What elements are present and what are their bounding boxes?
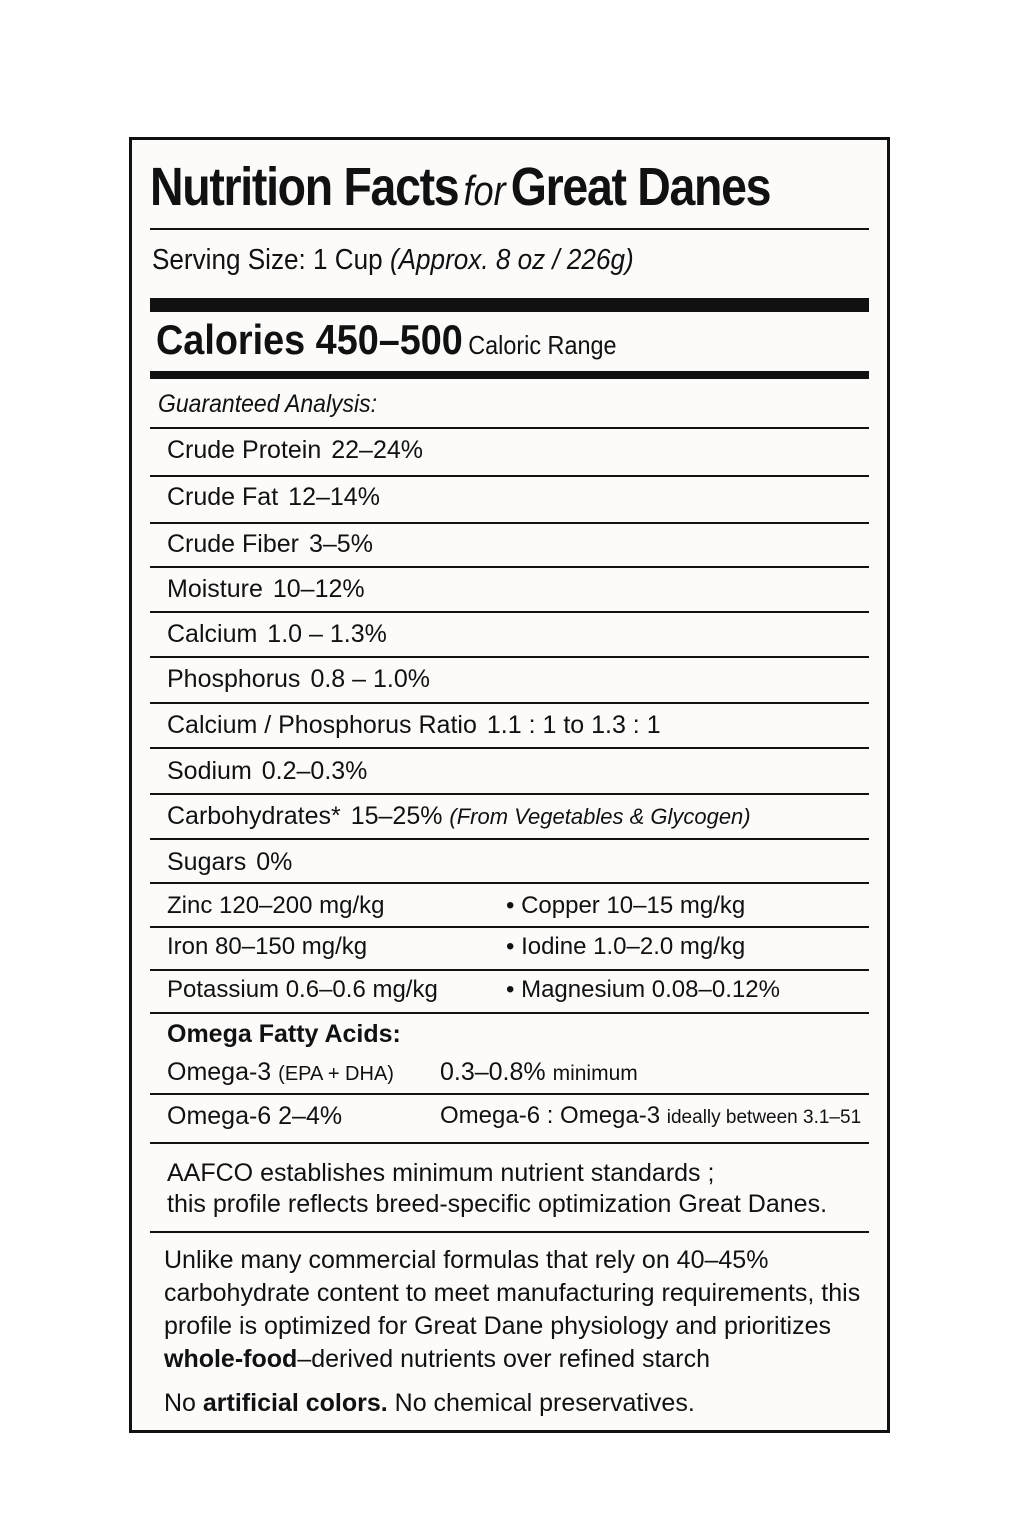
title-for: for	[463, 167, 506, 214]
no-artificial-note	[164, 1389, 695, 1418]
divider	[150, 747, 869, 749]
omega-ratio	[440, 1102, 861, 1130]
row-value: 15–25%	[350, 802, 443, 830]
row-crude-fat	[167, 483, 380, 512]
divider	[150, 611, 869, 613]
omega6: Omega-6 2–4%	[167, 1102, 343, 1130]
calories-value: Calories 450–500	[156, 316, 463, 363]
serving-approx: (Approx. 8 oz / 226g)	[389, 244, 634, 276]
row-note: (From Vegetables & Glycogen)	[449, 804, 751, 829]
aafco-line2: this profile reflects breed-specific optimization Great Danes.	[167, 1190, 828, 1218]
row-carbohydrates	[167, 802, 751, 831]
title-breed: Great Danes	[510, 157, 771, 217]
nutrition-label	[129, 137, 890, 1433]
row-moisture	[167, 575, 365, 604]
row-value: 12–14%	[288, 483, 380, 511]
divider	[150, 656, 869, 658]
divider	[150, 838, 869, 840]
omega-heading: Omega Fatty Acids:	[167, 1020, 401, 1048]
calories-range: Caloric Range	[468, 330, 617, 360]
row-value: 0.8 – 1.0%	[310, 665, 430, 693]
omega3-min: minimum	[552, 1062, 638, 1085]
divider	[150, 475, 869, 477]
formula-note	[164, 1244, 884, 1376]
row-name: Phosphorus	[167, 665, 301, 693]
formula-text-1: Unlike many commercial formulas that rely on 40–45% carbohydrate content to meet manufacturing requirements, this profile is optimized for Great Dane physiology and prioritizes	[164, 1246, 861, 1340]
omega3-name	[167, 1058, 394, 1087]
row-name: Calcium	[167, 620, 258, 648]
row-value: 0.2–0.3%	[261, 757, 368, 785]
aafco-line1: AAFCO establishes minimum nutrient standards ;	[167, 1159, 715, 1187]
row-name: Crude Protein	[167, 436, 322, 464]
title-main: Nutrition Facts	[150, 157, 459, 217]
omega-ratio-text: Omega-6 : Omega-3	[440, 1102, 661, 1129]
divider	[150, 702, 869, 704]
mineral-iron: Iron 80–150 mg/kg	[167, 933, 368, 960]
divider	[150, 793, 869, 795]
row-value: 1.1 : 1 to 1.3 : 1	[486, 711, 661, 739]
row-value: 22–24%	[331, 436, 423, 464]
no-artificial-bold: artificial colors.	[202, 1389, 388, 1417]
mineral-iodine: • Iodine 1.0–2.0 mg/kg	[506, 933, 746, 960]
row-calcium	[167, 620, 387, 649]
row-name: Sugars	[167, 848, 247, 876]
no-artificial-1: No	[164, 1389, 203, 1417]
no-artificial-2: No chemical preservatives.	[387, 1389, 695, 1417]
calories	[156, 316, 617, 364]
row-name: Calcium / Phosphorus Ratio	[167, 711, 477, 739]
mineral-copper: • Copper 10–15 mg/kg	[506, 892, 746, 919]
omega3-value	[440, 1058, 638, 1087]
label-title	[150, 156, 770, 218]
omega-ratio-note: ideally between 3.1–51	[666, 1107, 862, 1128]
analysis-heading: Guaranteed Analysis:	[158, 390, 378, 418]
row-phosphorus	[167, 665, 430, 694]
divider	[150, 1093, 869, 1095]
row-ca-p-ratio	[167, 711, 661, 740]
aafco-note	[167, 1158, 887, 1220]
thick-divider	[150, 371, 869, 379]
divider	[150, 882, 869, 884]
omega3-sub: (EPA + DHA)	[278, 1063, 394, 1085]
row-name: Crude Fiber	[167, 530, 299, 558]
divider	[150, 427, 869, 429]
divider	[150, 228, 869, 230]
divider	[150, 1231, 869, 1233]
mineral-potassium: Potassium 0.6–0.6 mg/kg	[167, 976, 438, 1003]
omega3-label: Omega-3	[167, 1058, 272, 1086]
row-value: 0%	[256, 848, 293, 876]
row-crude-protein	[167, 436, 423, 465]
row-crude-fiber	[167, 530, 373, 559]
divider	[150, 566, 869, 568]
divider	[150, 969, 869, 971]
row-name: Carbohydrates*	[167, 802, 341, 830]
row-value: 10–12%	[272, 575, 365, 603]
row-sodium	[167, 757, 367, 786]
row-name: Moisture	[167, 575, 263, 603]
row-value: 3–5%	[309, 530, 373, 558]
thick-divider	[150, 298, 869, 312]
formula-bold: whole-food	[164, 1345, 298, 1373]
divider	[150, 926, 869, 928]
row-sugars	[167, 848, 292, 877]
divider	[150, 1012, 869, 1014]
mineral-zinc: Zinc 120–200 mg/kg	[167, 892, 385, 919]
row-value: 1.0 – 1.3%	[267, 620, 387, 648]
serving-size	[152, 244, 634, 277]
row-name: Sodium	[167, 757, 252, 785]
omega3-value-text: 0.3–0.8%	[440, 1058, 546, 1086]
row-name: Crude Fat	[167, 483, 279, 511]
divider	[150, 522, 869, 524]
divider	[150, 1142, 869, 1144]
mineral-magnesium: • Magnesium 0.08–0.12%	[506, 976, 780, 1003]
formula-text-2: –derived nutrients over refined starch	[297, 1345, 711, 1373]
serving-text: Serving Size: 1 Cup	[152, 244, 383, 276]
